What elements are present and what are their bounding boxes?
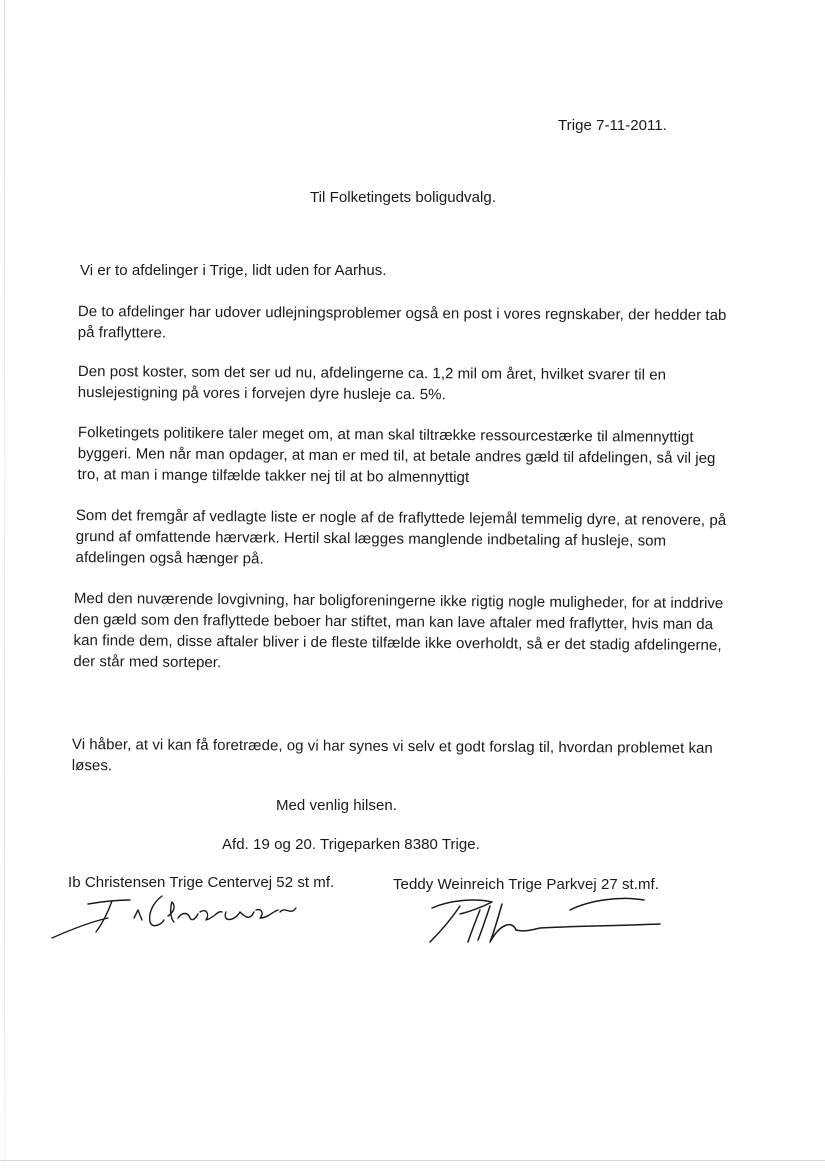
paragraph-line: afdelingen også hænger på. xyxy=(75,548,264,568)
paragraph-line: Som det fremgår af vedlagte liste er nogle af de fraflyttede lejemål temmelig dyre, at renovere, på xyxy=(75,506,727,530)
paragraph-line: kan finde dem, disse aftaler bliver i de fleste tilfælde ikke overholdt, så er det stadig afdelingerne, xyxy=(73,631,722,655)
paragraph-line: Folketingets politikere taler meget om, at man skal tiltrække ressourcestærke til almennyttigt xyxy=(77,423,694,446)
paragraph-line: på fraflyttere. xyxy=(77,323,167,342)
scan-edge-left xyxy=(4,0,5,1168)
paragraph-line: Med den nuværende lovgivning, har boligforeningerne ikke rigtig nogle muligheder, for at inddrive xyxy=(73,589,724,613)
paragraph-line: grund af omfattende hærværk. Hertil skal lægges manglende indbetaling af husleje, som xyxy=(75,527,667,550)
paragraph-line: Vi er to afdelinger i Trige, lidt uden for Aarhus. xyxy=(80,262,387,279)
paragraph-6 xyxy=(73,588,723,677)
scan-edge-bottom xyxy=(0,1160,825,1161)
signature-1-image xyxy=(50,888,310,942)
paragraph-line: De to afdelinger har udover udlejningsproblemer også en post i vores regnskaber, der hedder tab xyxy=(77,302,727,324)
paragraph-line: løses. xyxy=(71,756,113,775)
signatory-2-name: Teddy Weinreich Trige Parkvej 27 st.mf. xyxy=(393,876,659,893)
paragraph-3 xyxy=(78,361,666,407)
closing-salutation: Med venlig hilsen. xyxy=(276,797,397,814)
paragraph-2 xyxy=(78,301,727,347)
paragraph-4 xyxy=(78,422,716,490)
paragraph-line: den gæld som den fraflyttede beboer har stiftet, man kan lave aftaler med fraflytter, hvis man da xyxy=(73,610,714,634)
paragraph-line: tro, at man i mange tilfælde takker nej til at bo almennyttigt xyxy=(77,465,470,487)
letter-recipient: Til Folketingets boligudvalg. xyxy=(310,189,496,206)
paragraph-line: der står med sorteper. xyxy=(73,652,222,672)
paragraph-line: byggeri. Men når man opdager, at man er med til, at betale andres gæld til afdelingen, så vil jeg xyxy=(77,444,716,468)
paragraph-5 xyxy=(76,505,727,573)
paragraph-7 xyxy=(72,734,713,780)
signatory-1-name: Ib Christensen Trige Centervej 52 st mf. xyxy=(68,874,335,891)
paragraph-1 xyxy=(80,260,387,281)
paragraph-line: Vi håber, at vi kan få foretræde, og vi har synes vi selv et godt forslag til, hvordan problemet kan xyxy=(71,735,713,757)
letter-date: Trige 7-11-2011. xyxy=(558,117,667,134)
paragraph-line: Den post koster, som det ser ud nu, afdelingerne ca. 1,2 mil om året, hvilket svarer til en xyxy=(77,362,667,384)
sender-organization: Afd. 19 og 20. Trigeparken 8380 Trige. xyxy=(222,836,480,853)
signature-2-image xyxy=(420,890,675,950)
paragraph-line: huslejestigning på vores i forvejen dyre husleje ca. 5%. xyxy=(77,383,446,404)
